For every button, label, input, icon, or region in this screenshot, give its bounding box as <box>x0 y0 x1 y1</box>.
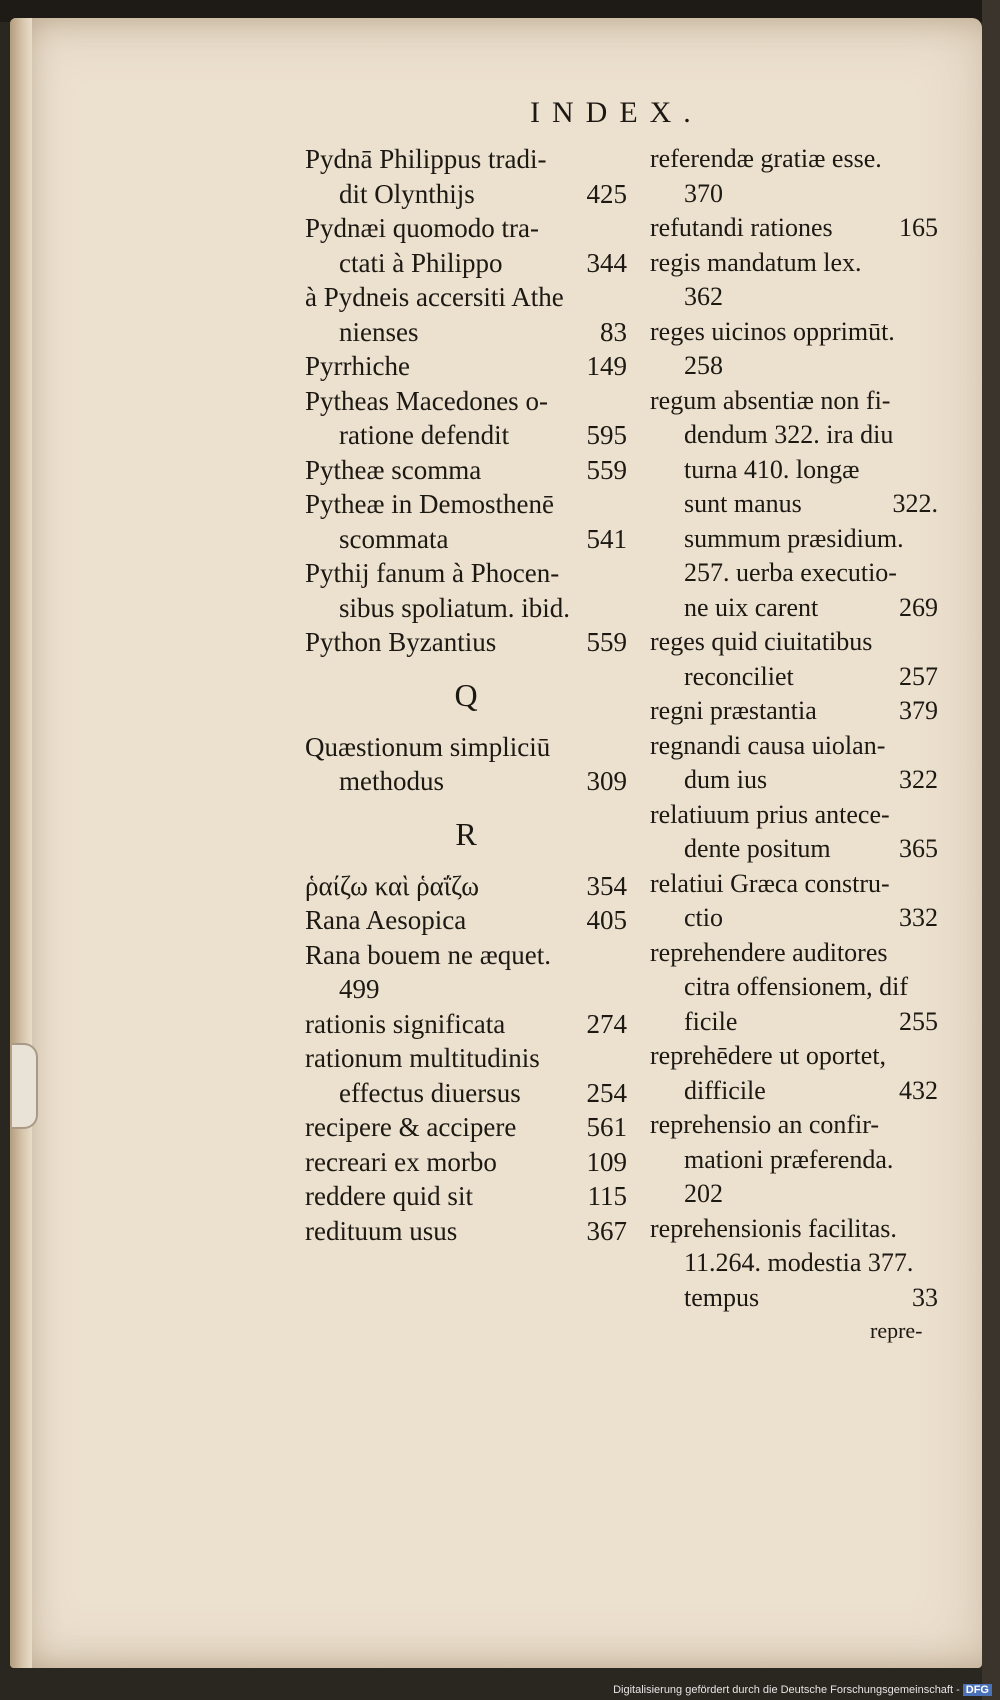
entry-term: recipere & accipere <box>305 1112 517 1142</box>
entry-line <box>305 869 627 904</box>
index-entry <box>650 867 938 936</box>
entry-term: reprehēdere ut oportet, <box>650 1041 887 1070</box>
entry-term: Pydnæi quomodo tra- <box>305 213 539 243</box>
index-entry <box>305 280 627 349</box>
entry-line <box>650 1246 938 1281</box>
index-entry <box>650 246 938 315</box>
entry-term: referendæ gratiæ esse. <box>650 144 882 173</box>
entry-term: rationum multitudinis <box>305 1043 540 1073</box>
page-reference: 149 <box>586 351 627 381</box>
entry-line <box>650 729 938 764</box>
entry-line <box>305 522 627 557</box>
entry-line <box>650 1039 938 1074</box>
entry-term: reprehensio an confir- <box>650 1110 880 1139</box>
entry-line <box>650 970 938 1005</box>
section-letter: Q <box>454 676 478 713</box>
page-reference: 365 <box>899 834 938 863</box>
page-reference: 354 <box>586 870 627 901</box>
page-header: INDEX. <box>530 96 703 129</box>
section-letter: R <box>455 815 477 852</box>
dfg-logo: DFG <box>963 1684 992 1696</box>
page-reference <box>930 142 938 177</box>
page-reference <box>619 142 627 177</box>
entry-term: regis mandatum lex. <box>650 247 862 277</box>
page-reference: 255 <box>899 1006 938 1036</box>
entry-line <box>305 211 627 246</box>
entry-line <box>650 936 938 971</box>
page-reference: 257 <box>899 661 938 691</box>
entry-line <box>650 1074 938 1109</box>
entry-term: summum præsidium. <box>684 523 904 553</box>
index-entry <box>305 869 627 904</box>
entry-line <box>650 1177 938 1212</box>
page-reference: 165 <box>899 213 938 242</box>
entry-line <box>650 142 938 177</box>
entry-term: reprehensionis facilitas. <box>650 1213 897 1243</box>
entry-term: 11.264. modestia 377. <box>684 1248 914 1277</box>
page-reference: 425 <box>586 178 627 209</box>
entry-term: ficile <box>684 1006 738 1036</box>
entry-line <box>650 522 938 557</box>
page-reference <box>930 280 938 315</box>
index-entry <box>650 625 938 694</box>
page-reference <box>619 556 627 591</box>
entry-term: reges uicinos opprimūt. <box>650 316 895 346</box>
index-entry <box>305 1179 627 1214</box>
page-reference <box>930 384 938 419</box>
entry-line <box>650 177 938 212</box>
entry-term: ῥαίζω καὶ ῥαΐζω <box>305 870 479 901</box>
entry-line <box>650 1108 938 1143</box>
page-reference <box>619 487 627 522</box>
entry-line <box>305 1214 627 1249</box>
entry-term: tempus <box>684 1282 760 1312</box>
page-reference: 309 <box>586 766 627 796</box>
entry-line <box>650 246 938 281</box>
entry-term: citra offensionem, dif <box>684 972 909 1001</box>
entry-line <box>305 1179 627 1214</box>
entry-term: dum ius <box>684 765 768 794</box>
page-reference: 432 <box>899 1075 938 1105</box>
page-reference <box>619 211 627 246</box>
page-reference <box>930 970 938 1005</box>
index-entry <box>650 1108 938 1212</box>
entry-term: difficile <box>684 1075 766 1105</box>
entry-term: rationis significata <box>305 1008 506 1039</box>
entry-line <box>650 453 938 488</box>
page-reference <box>930 177 938 212</box>
index-entry <box>305 1041 627 1110</box>
entry-line <box>305 315 627 350</box>
entry-term: regum absentiæ non fi- <box>650 385 891 415</box>
index-entry <box>650 798 938 867</box>
credit-text: Digitalisierung gefördert durch die Deutsche Forschungsgemeinschaft - <box>613 1684 960 1696</box>
page-reference: 559 <box>586 627 627 657</box>
entry-line <box>305 280 627 315</box>
entry-line <box>650 660 938 695</box>
entry-term: reges quid ciuitatibus <box>650 627 873 656</box>
entry-line <box>305 1076 627 1111</box>
entry-term: ctio <box>684 903 723 932</box>
page-reference <box>619 1041 627 1076</box>
entry-term: relatiui Græca constru- <box>650 868 890 898</box>
entry-line <box>650 625 938 660</box>
index-entry <box>305 625 627 660</box>
entry-term: 499 <box>339 974 380 1004</box>
index-entry <box>650 729 938 798</box>
entry-line <box>650 798 938 833</box>
entry-term: turna 410. longæ <box>684 454 860 484</box>
scan-background-right <box>982 0 1000 1700</box>
entry-term: regni præstantia <box>650 696 817 725</box>
entry-term: à Pydneis accersiti Athe <box>305 282 564 312</box>
entry-line <box>305 903 627 938</box>
entry-term: 257. uerba executio- <box>684 558 897 587</box>
index-entry <box>650 384 938 626</box>
page-reference <box>619 591 627 626</box>
entry-term: Pydnā Philippus tradi- <box>305 144 547 174</box>
page-reference <box>930 625 938 660</box>
index-entry <box>650 211 938 246</box>
entry-line <box>305 418 627 453</box>
page-reference: 405 <box>586 905 627 935</box>
entry-term: Pytheæ scomma <box>305 454 482 485</box>
entry-line <box>650 1005 938 1040</box>
catchword: repre- <box>870 1318 923 1343</box>
entry-term: Pyrrhiche <box>305 351 410 381</box>
digitization-credit <box>613 1684 992 1696</box>
page-reference <box>930 315 938 350</box>
entry-line <box>650 349 938 384</box>
index-entry <box>305 556 627 625</box>
page-reference <box>930 522 938 557</box>
entry-line <box>305 487 627 522</box>
page-reference <box>930 246 938 281</box>
entry-term: 362 <box>684 282 723 311</box>
entry-term: ctati à Philippo <box>339 247 503 278</box>
entry-line <box>305 972 627 1007</box>
entry-term: methodus <box>339 766 444 796</box>
entry-term: Quæstionum simpliciū <box>305 731 551 762</box>
entry-term: 202 <box>684 1179 723 1208</box>
index-entry <box>650 315 938 384</box>
index-entry <box>305 1007 627 1042</box>
entry-line <box>305 730 627 765</box>
entry-line <box>305 1110 627 1145</box>
page-reference <box>930 1108 938 1143</box>
entry-line <box>650 901 938 936</box>
page-reference: 254 <box>586 1077 627 1108</box>
entry-line <box>305 349 627 384</box>
page-reference <box>930 936 938 971</box>
page-reference <box>930 349 938 384</box>
page-reference <box>619 730 627 765</box>
entry-line <box>650 1212 938 1247</box>
index-entry <box>305 1110 627 1145</box>
entry-line <box>650 487 938 522</box>
index-entry <box>650 1212 938 1316</box>
page-reference: 344 <box>586 247 627 278</box>
index-entry <box>305 903 627 938</box>
page-reference <box>930 453 938 488</box>
entry-line <box>305 625 627 660</box>
entry-term: nienses <box>339 316 419 347</box>
page-reference <box>930 798 938 833</box>
page-reference <box>619 972 627 1007</box>
entry-term: reconciliet <box>684 661 794 691</box>
entry-term: Pytheæ in Demosthenē <box>305 489 554 519</box>
entry-term: Pythij fanum à Phocen- <box>305 558 560 588</box>
index-entry <box>305 487 627 556</box>
entry-line <box>305 1145 627 1180</box>
page-reference <box>930 418 938 453</box>
page-reference: 109 <box>586 1146 627 1177</box>
entry-line <box>650 556 938 591</box>
page-reference <box>930 1177 938 1212</box>
index-entry <box>650 142 938 211</box>
entry-term: Pytheas Macedones o- <box>305 385 548 416</box>
page-reference: 322 <box>899 765 938 794</box>
entry-line <box>305 384 627 419</box>
entry-line <box>305 1041 627 1076</box>
page-reference: 367 <box>586 1215 627 1246</box>
entry-term: Rana bouem ne æquet. <box>305 939 551 970</box>
entry-line <box>305 453 627 488</box>
entry-term: Rana Aesopica <box>305 905 467 935</box>
page-reference: 541 <box>586 523 627 554</box>
page-reference <box>930 1039 938 1074</box>
page-reference: 595 <box>586 420 627 450</box>
page-reference <box>930 1143 938 1178</box>
page-reference <box>930 1246 938 1281</box>
entry-line <box>650 832 938 867</box>
page-reference: 33 <box>912 1282 938 1312</box>
index-entry <box>305 1214 627 1249</box>
entry-line <box>305 177 627 212</box>
entry-line <box>305 142 627 177</box>
entry-term: dendum 322. ira diu <box>684 420 894 449</box>
entry-term: sunt manus <box>684 489 802 518</box>
entry-term: dit Olynthijs <box>339 178 475 209</box>
entry-term: redituum usus <box>305 1215 458 1246</box>
entry-term: recreari ex morbo <box>305 1146 497 1177</box>
page-reference <box>619 938 627 973</box>
entry-term: reddere quid sit <box>305 1181 473 1211</box>
entry-line <box>305 1007 627 1042</box>
entry-line <box>305 938 627 973</box>
entry-line <box>650 384 938 419</box>
entry-term: sibus spoliatum. ibid. <box>339 592 571 623</box>
page-reference: 559 <box>586 454 627 485</box>
entry-line <box>650 418 938 453</box>
page-binding-edge <box>10 18 32 1668</box>
page-reference: 332 <box>899 903 938 932</box>
index-entry <box>305 453 627 488</box>
page-reference <box>619 384 627 419</box>
entry-term: dente positum <box>684 834 831 863</box>
index-entry <box>305 384 627 453</box>
index-entry <box>305 938 627 1007</box>
entry-line <box>650 591 938 626</box>
entry-term: refutandi rationes <box>650 213 833 242</box>
entry-term: ratione defendit <box>339 420 510 450</box>
entry-term: Python Byzantius <box>305 627 497 657</box>
entry-line <box>650 315 938 350</box>
entry-term: reprehendere auditores <box>650 937 888 967</box>
entry-line <box>305 764 627 799</box>
entry-line <box>650 694 938 729</box>
page-reference <box>619 280 627 315</box>
page-reference: 115 <box>587 1181 627 1211</box>
index-entry <box>305 1145 627 1180</box>
entry-line <box>305 591 627 626</box>
index-entry <box>650 1039 938 1108</box>
entry-term: mationi præferenda. <box>684 1144 894 1174</box>
index-entry <box>305 730 627 799</box>
page-reference: 561 <box>586 1112 627 1142</box>
entry-line <box>305 556 627 591</box>
entry-line <box>650 280 938 315</box>
index-entry <box>650 694 938 729</box>
entry-line <box>650 211 938 246</box>
index-entry <box>305 349 627 384</box>
entry-term: scommata <box>339 523 449 554</box>
index-entry <box>650 936 938 1040</box>
page-reference: 269 <box>899 592 938 622</box>
entry-term: regnandi causa uiolan- <box>650 730 886 760</box>
entry-line <box>305 246 627 281</box>
page-reference <box>930 867 938 902</box>
page-reference: 379 <box>899 696 938 725</box>
page-reference: 274 <box>586 1008 627 1039</box>
entry-line <box>650 867 938 902</box>
entry-line <box>650 1281 938 1316</box>
index-entry <box>305 142 627 211</box>
entry-term: 258 <box>684 351 723 380</box>
page-reference: 322. <box>892 489 938 518</box>
index-column-right <box>650 142 938 1315</box>
page-reference <box>930 1212 938 1247</box>
page-reference <box>930 729 938 764</box>
page-reference <box>930 556 938 591</box>
entry-line <box>650 763 938 798</box>
index-entry <box>305 211 627 280</box>
page-reference: 83 <box>600 316 627 347</box>
index-column-left <box>305 142 627 1248</box>
entry-term: effectus diuersus <box>339 1077 521 1108</box>
entry-line <box>650 1143 938 1178</box>
entry-term: relatiuum prius antece- <box>650 799 890 829</box>
entry-term: ne uix carent <box>684 592 819 622</box>
book-clasp <box>12 1043 38 1129</box>
entry-term: 370 <box>684 178 723 208</box>
